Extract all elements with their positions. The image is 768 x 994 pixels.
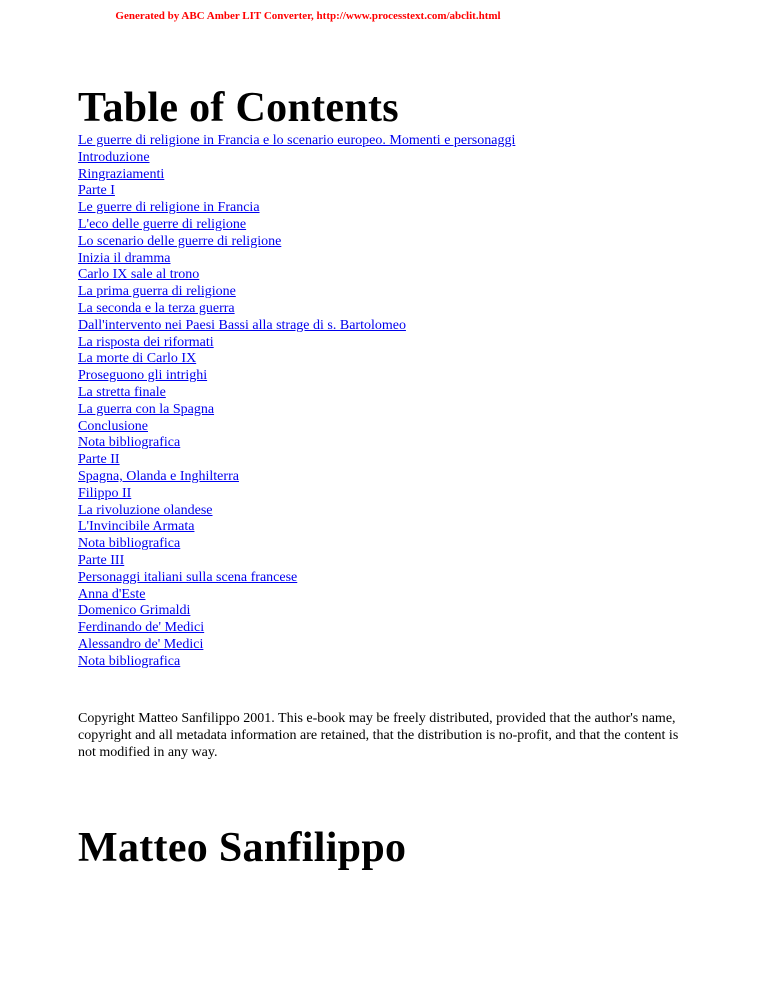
toc-item <box>78 620 515 637</box>
toc-item <box>78 234 515 251</box>
toc-item <box>78 519 515 536</box>
toc-item <box>78 200 515 217</box>
toc-item <box>78 335 515 352</box>
toc-list <box>78 133 515 671</box>
toc-link[interactable]: La rivoluzione olandese <box>78 502 213 518</box>
toc-item <box>78 452 515 469</box>
toc-link[interactable]: Le guerre di religione in Francia e lo scenario europeo. Momenti e personaggi <box>78 133 516 148</box>
toc-link[interactable]: Proseguono gli intrighi <box>78 368 208 384</box>
toc-item <box>78 183 515 200</box>
toc-item <box>78 368 515 385</box>
toc-item <box>78 301 515 318</box>
toc-item <box>78 419 515 436</box>
toc-item <box>78 486 515 503</box>
toc-link[interactable]: Parte II <box>78 452 120 468</box>
toc-item <box>78 284 515 301</box>
toc-link[interactable]: La prima guerra di religione <box>78 284 236 300</box>
toc-item <box>78 637 515 654</box>
toc-link[interactable]: Parte III <box>78 552 125 568</box>
toc-item <box>78 435 515 452</box>
toc-item <box>78 570 515 587</box>
author-heading: Matteo Sanfilippo <box>78 825 407 871</box>
toc-item <box>78 469 515 486</box>
toc-item <box>78 603 515 620</box>
copyright-notice: Copyright Matteo Sanfilippo 2001. This e-book may be freely distributed, provided that the author's name, copyright and all metadata information are retained, that the distribution is no-profit, and that the content is not modified in any way. <box>78 711 679 760</box>
toc-item <box>78 402 515 419</box>
toc-item <box>78 318 515 335</box>
toc-link[interactable]: Nota bibliografica <box>78 536 181 552</box>
toc-link[interactable]: Ringraziamenti <box>78 166 165 182</box>
toc-item <box>78 217 515 234</box>
toc-link[interactable]: Parte I <box>78 183 115 199</box>
toc-item <box>78 654 515 671</box>
toc-link[interactable]: Ferdinando de' Medici <box>78 620 205 636</box>
toc-item <box>78 587 515 604</box>
toc-link[interactable]: Carlo IX sale al trono <box>78 267 200 283</box>
toc-link[interactable]: Filippo II <box>78 485 132 501</box>
toc-link[interactable]: Lo scenario delle guerre di religione <box>78 233 282 249</box>
toc-link[interactable]: Nota bibliografica <box>78 435 181 451</box>
toc-link[interactable]: La guerra con la Spagna <box>78 401 215 417</box>
toc-link[interactable]: Domenico Grimaldi <box>78 603 191 619</box>
toc-item <box>78 351 515 368</box>
page-title: Table of Contents <box>78 85 399 131</box>
toc-item <box>78 536 515 553</box>
toc-link[interactable]: Nota bibliografica <box>78 653 181 669</box>
toc-link[interactable]: La risposta dei riformati <box>78 334 214 350</box>
toc-item <box>78 251 515 268</box>
toc-link[interactable]: Conclusione <box>78 418 148 434</box>
toc-item <box>78 267 515 284</box>
toc-link[interactable]: L'eco delle guerre di religione <box>78 216 247 232</box>
toc-link[interactable]: Personaggi italiani sulla scena francese <box>78 569 298 585</box>
toc-link[interactable]: Introduzione <box>78 149 150 165</box>
toc-link[interactable]: Spagna, Olanda e Inghilterra <box>78 468 239 484</box>
toc-link[interactable]: Dall'intervento nei Paesi Bassi alla strage di s. Bartolomeo <box>78 317 406 333</box>
toc-item <box>78 150 515 167</box>
toc-link[interactable]: La seconda e la terza guerra <box>78 300 235 316</box>
toc-item <box>78 167 515 184</box>
toc-link[interactable]: La morte di Carlo IX <box>78 351 197 367</box>
toc-link[interactable]: Alessandro de' Medici <box>78 636 204 652</box>
toc-link[interactable]: Inizia il dramma <box>78 250 171 266</box>
toc-link[interactable]: La stretta finale <box>78 384 166 400</box>
toc-item <box>78 553 515 570</box>
toc-item <box>78 503 515 520</box>
toc-link[interactable]: L'Invincibile Armata <box>78 519 195 535</box>
toc-item <box>78 385 515 402</box>
toc-item <box>78 133 515 150</box>
toc-link[interactable]: Anna d'Este <box>78 586 146 602</box>
converter-note-text: Generated by ABC Amber LIT Converter, http://www.processtext.com/abclit.html <box>115 10 501 22</box>
toc-link[interactable]: Le guerre di religione in Francia <box>78 200 260 216</box>
converter-note <box>0 10 768 22</box>
